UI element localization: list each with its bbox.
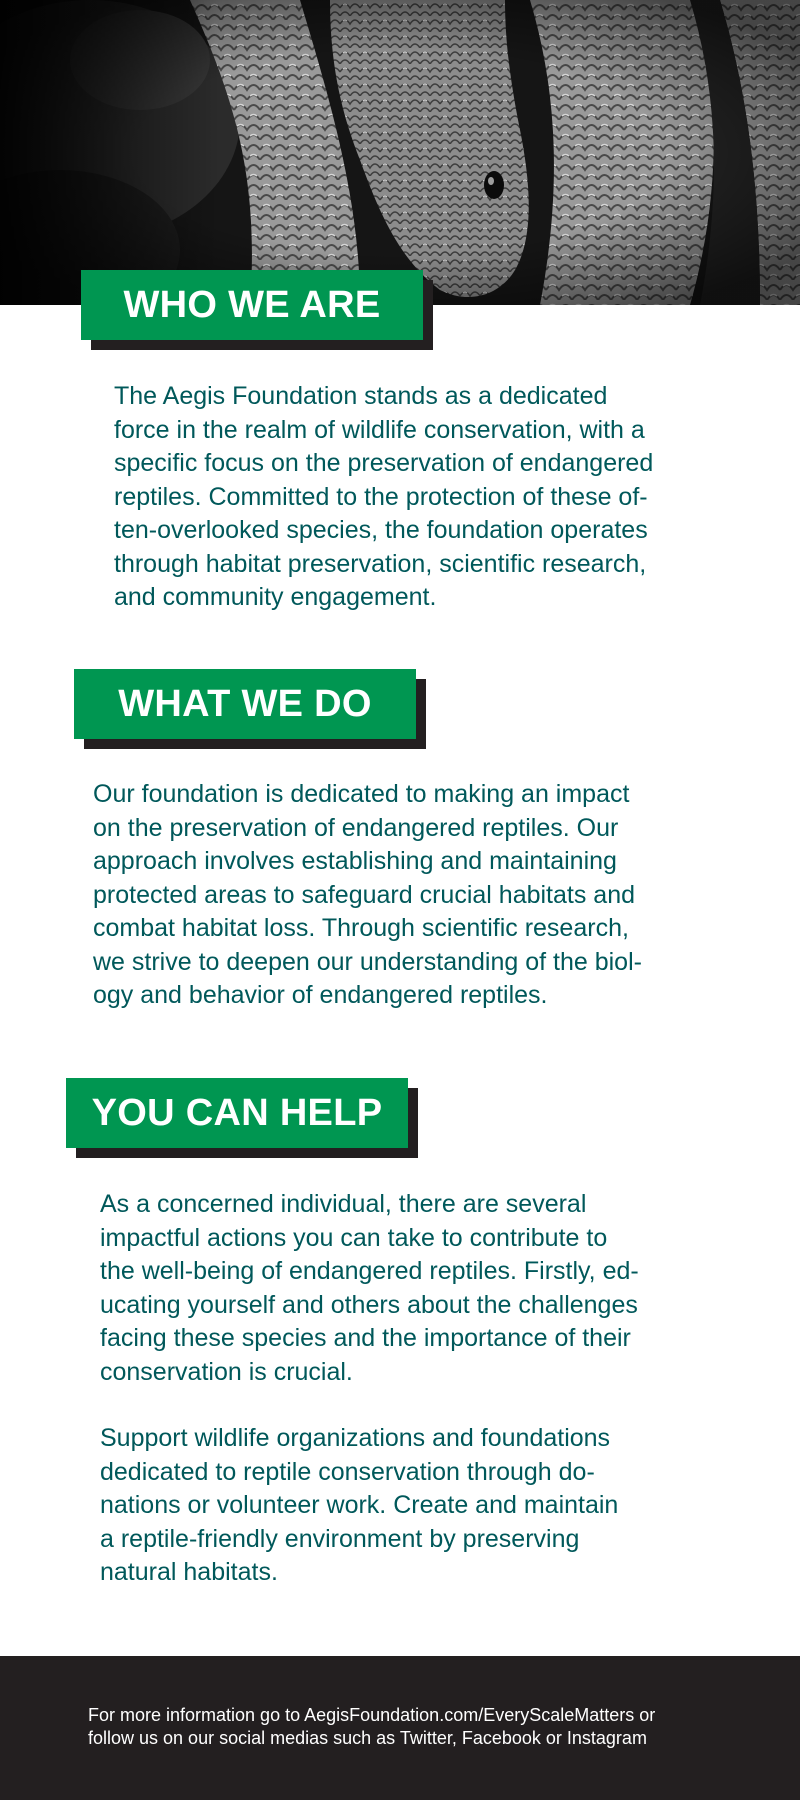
text-line: force in the realm of wildlife conservation, with a: [114, 415, 645, 444]
text-line: As a concerned individual, there are several: [100, 1190, 587, 1218]
hero-image: [0, 0, 800, 305]
text-line: conservation is crucial.: [100, 1357, 353, 1386]
footer-line: follow us on our social medias such as Twitter, Facebook or Instagram: [88, 1728, 647, 1748]
text-line: impactful actions you can take to contribute to: [100, 1223, 608, 1252]
footer-line: For more information go to AegisFoundation.com/EveryScaleMatters or: [88, 1705, 656, 1725]
you-can-help-text-2: [100, 1422, 730, 1590]
section-heading-you-can-help: [66, 1078, 408, 1148]
footer-text: [88, 1704, 748, 1750]
you-can-help-text-1: [100, 1188, 730, 1389]
text-line: The Aegis Foundation stands as a dedicated: [114, 382, 608, 410]
text-line: Our foundation is dedicated to making an impact: [93, 780, 630, 808]
heading-text: WHAT WE DO: [118, 682, 372, 725]
text-line: through habitat preservation, scientific research,: [114, 549, 647, 578]
text-line: specific focus on the preservation of endangered: [114, 449, 654, 477]
what-we-do-text: [93, 778, 733, 1013]
text-line: and community engagement.: [114, 583, 437, 611]
footer: [0, 1656, 800, 1800]
banner-face: [66, 1078, 408, 1148]
text-line: a reptile-friendly environment by preserving: [100, 1524, 580, 1553]
text-line: combat habitat loss. Through scientific research,: [93, 914, 629, 942]
banner-face: [74, 669, 416, 739]
text-line: on the preservation of endangered reptiles. Our: [93, 813, 619, 842]
snake-photo: [0, 0, 800, 305]
text-line: ten-overlooked species, the foundation operates: [114, 516, 648, 544]
text-line: natural habitats.: [100, 1558, 278, 1586]
text-line: we strive to deepen our understanding of the biol-: [93, 947, 642, 976]
section-heading-what-we-do: [74, 669, 416, 739]
text-line: facing these species and the importance of their: [100, 1324, 631, 1352]
heading-text: WHO WE ARE: [123, 283, 381, 326]
text-line: dedicated to reptile conservation through do-: [100, 1457, 595, 1486]
section-heading-who-we-are: [81, 270, 423, 340]
text-line: nations or volunteer work. Create and maintain: [100, 1491, 619, 1519]
text-line: protected areas to safeguard crucial habitats and: [93, 880, 636, 909]
text-line: ucating yourself and others about the challenges: [100, 1290, 638, 1319]
who-we-are-text: [114, 380, 734, 615]
text-line: Support wildlife organizations and foundations: [100, 1424, 611, 1452]
text-line: ogy and behavior of endangered reptiles.: [93, 981, 548, 1009]
heading-text: YOU CAN HELP: [91, 1091, 383, 1134]
text-line: reptiles. Committed to the protection of these of-: [114, 482, 648, 511]
text-line: the well-being of endangered reptiles. Firstly, ed-: [100, 1257, 639, 1285]
text-line: approach involves establishing and maintaining: [93, 847, 617, 875]
banner-face: [81, 270, 423, 340]
